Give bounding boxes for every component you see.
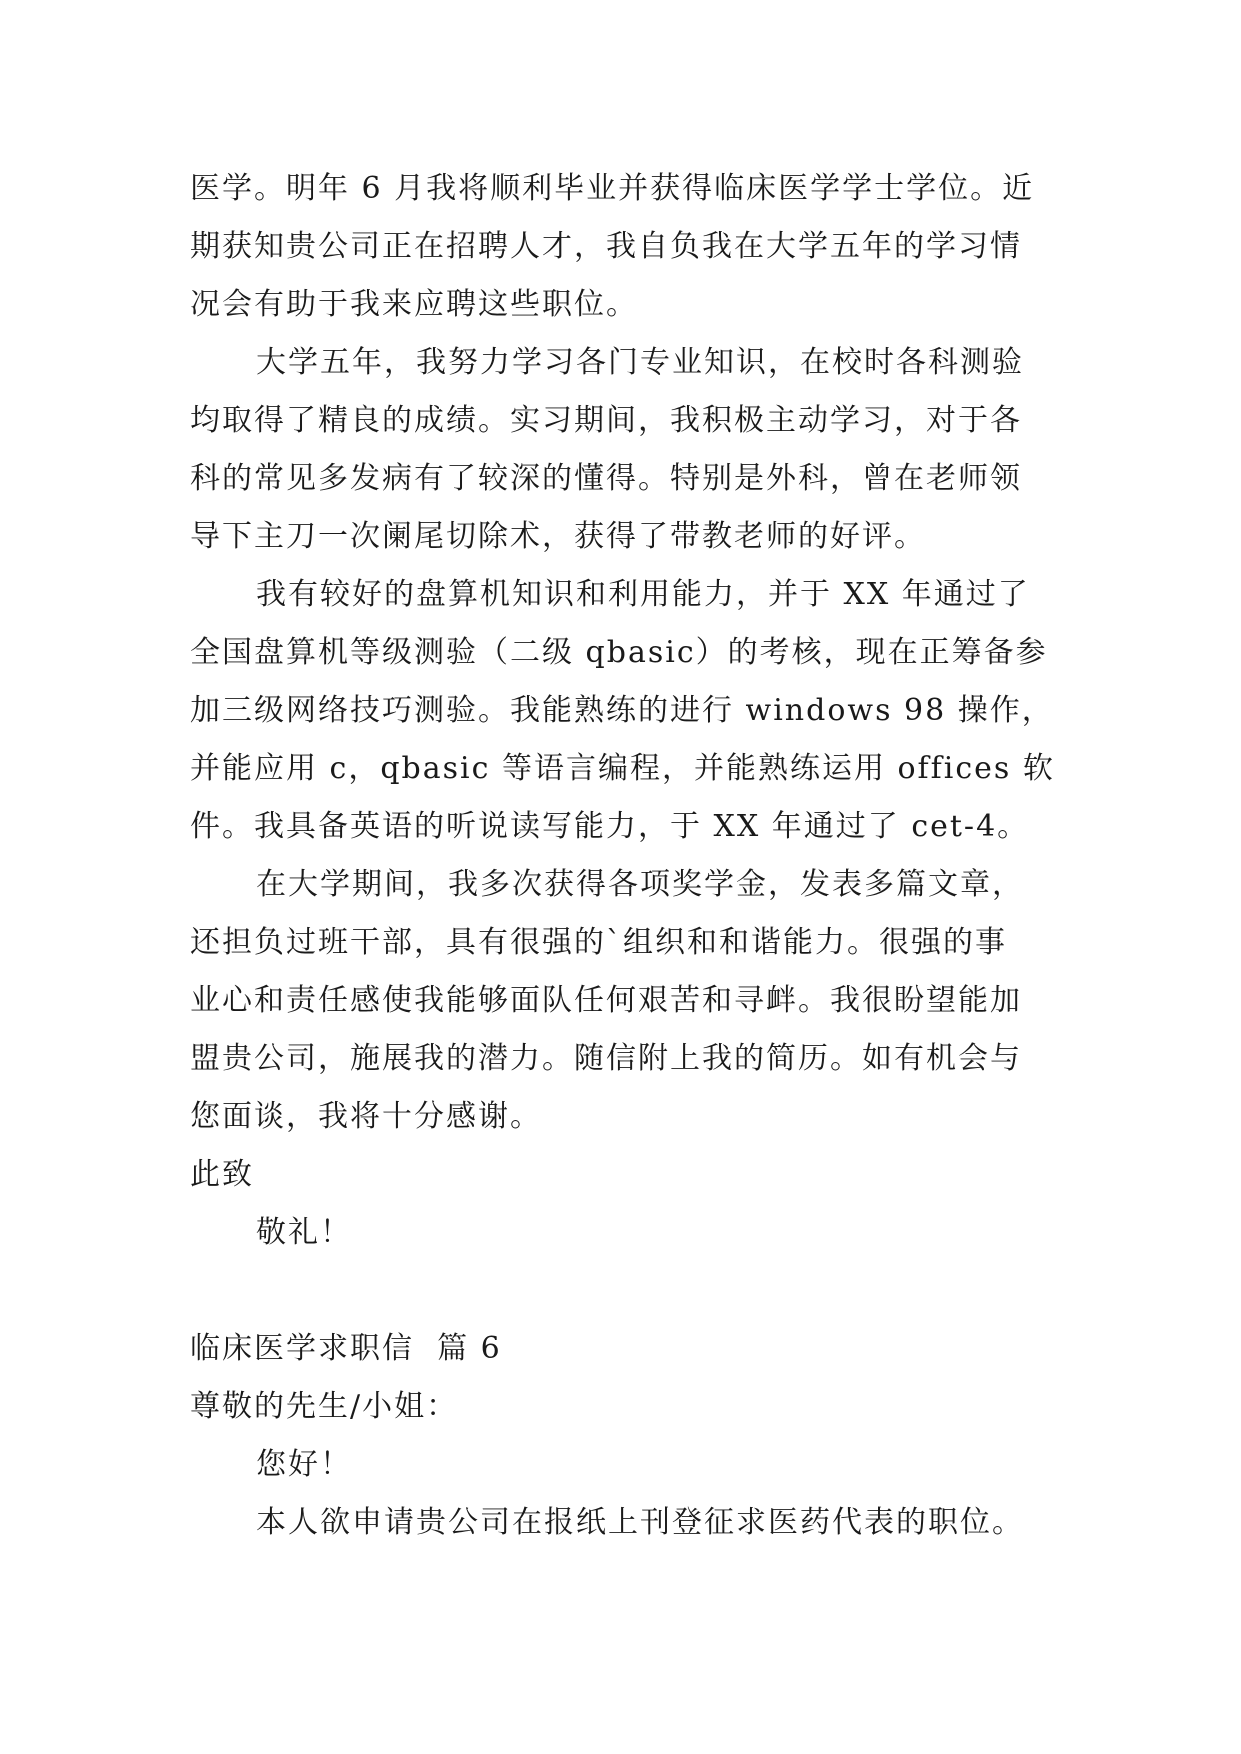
text-line: 并能应用 c，qbasic 等语言编程，并能熟练运用 offices 软: [190, 751, 1055, 786]
salute-line: 敬礼！: [256, 1215, 352, 1250]
closing-line: 此致: [190, 1157, 254, 1192]
text-line: 加三级网络技巧测验。我能熟练的进行 windows 98 操作，: [190, 693, 1054, 728]
text-line: 医学。明年 6 月我将顺利毕业并获得临床医学学士学位。近: [190, 171, 1035, 206]
text-line: 件。我具备英语的听说读写能力，于 XX 年通过了 cet-4。: [190, 809, 1030, 844]
section-title: 临床医学求职信 篇 6: [190, 1331, 502, 1366]
text-line: 大学五年，我努力学习各门专业知识，在校时各科测验: [256, 345, 1024, 380]
text-line: 还担负过班干部，具有很强的`组织和和谐能力。很强的事: [190, 925, 1007, 960]
text-line: 本人欲申请贵公司在报纸上刊登征求医药代表的职位。: [256, 1505, 1024, 1540]
text-line: 您面谈，我将十分感谢。: [190, 1099, 542, 1134]
text-line: 科的常见多发病有了较深的懂得。特别是外科，曾在老师领: [190, 461, 1022, 496]
text-line: 在大学期间，我多次获得各项奖学金，发表多篇文章，: [256, 867, 1024, 902]
paragraph-1: [190, 160, 1090, 334]
text-line: 业心和责任感使我能够面队任何艰苦和寻衅。我很盼望能加: [190, 983, 1022, 1018]
hello-line: 您好！: [256, 1447, 352, 1482]
text-line: 况会有助于我来应聘这些职位。: [190, 287, 638, 322]
text-line: 期获知贵公司正在招聘人才，我自负我在大学五年的学习情: [190, 229, 1022, 264]
paragraph-2: [190, 334, 1090, 566]
text-line: 盟贵公司，施展我的潜力。随信附上我的简历。如有机会与: [190, 1041, 1022, 1076]
text-line: 全国盘算机等级测验（二级 qbasic）的考核，现在正筹备参: [190, 635, 1048, 670]
spacer: [190, 1262, 1090, 1320]
paragraph-4: [190, 856, 1090, 1146]
letter-body: [190, 160, 1090, 1552]
greeting-line: 尊敬的先生/小姐：: [190, 1389, 459, 1424]
text-line: 导下主刀一次阑尾切除术，获得了带教老师的好评。: [190, 519, 926, 554]
text-line: 我有较好的盘算机知识和利用能力，并于 XX 年通过了: [256, 577, 1030, 612]
text-line: 均取得了精良的成绩。实习期间，我积极主动学习，对于各: [190, 403, 1022, 438]
paragraph-3: [190, 566, 1090, 856]
